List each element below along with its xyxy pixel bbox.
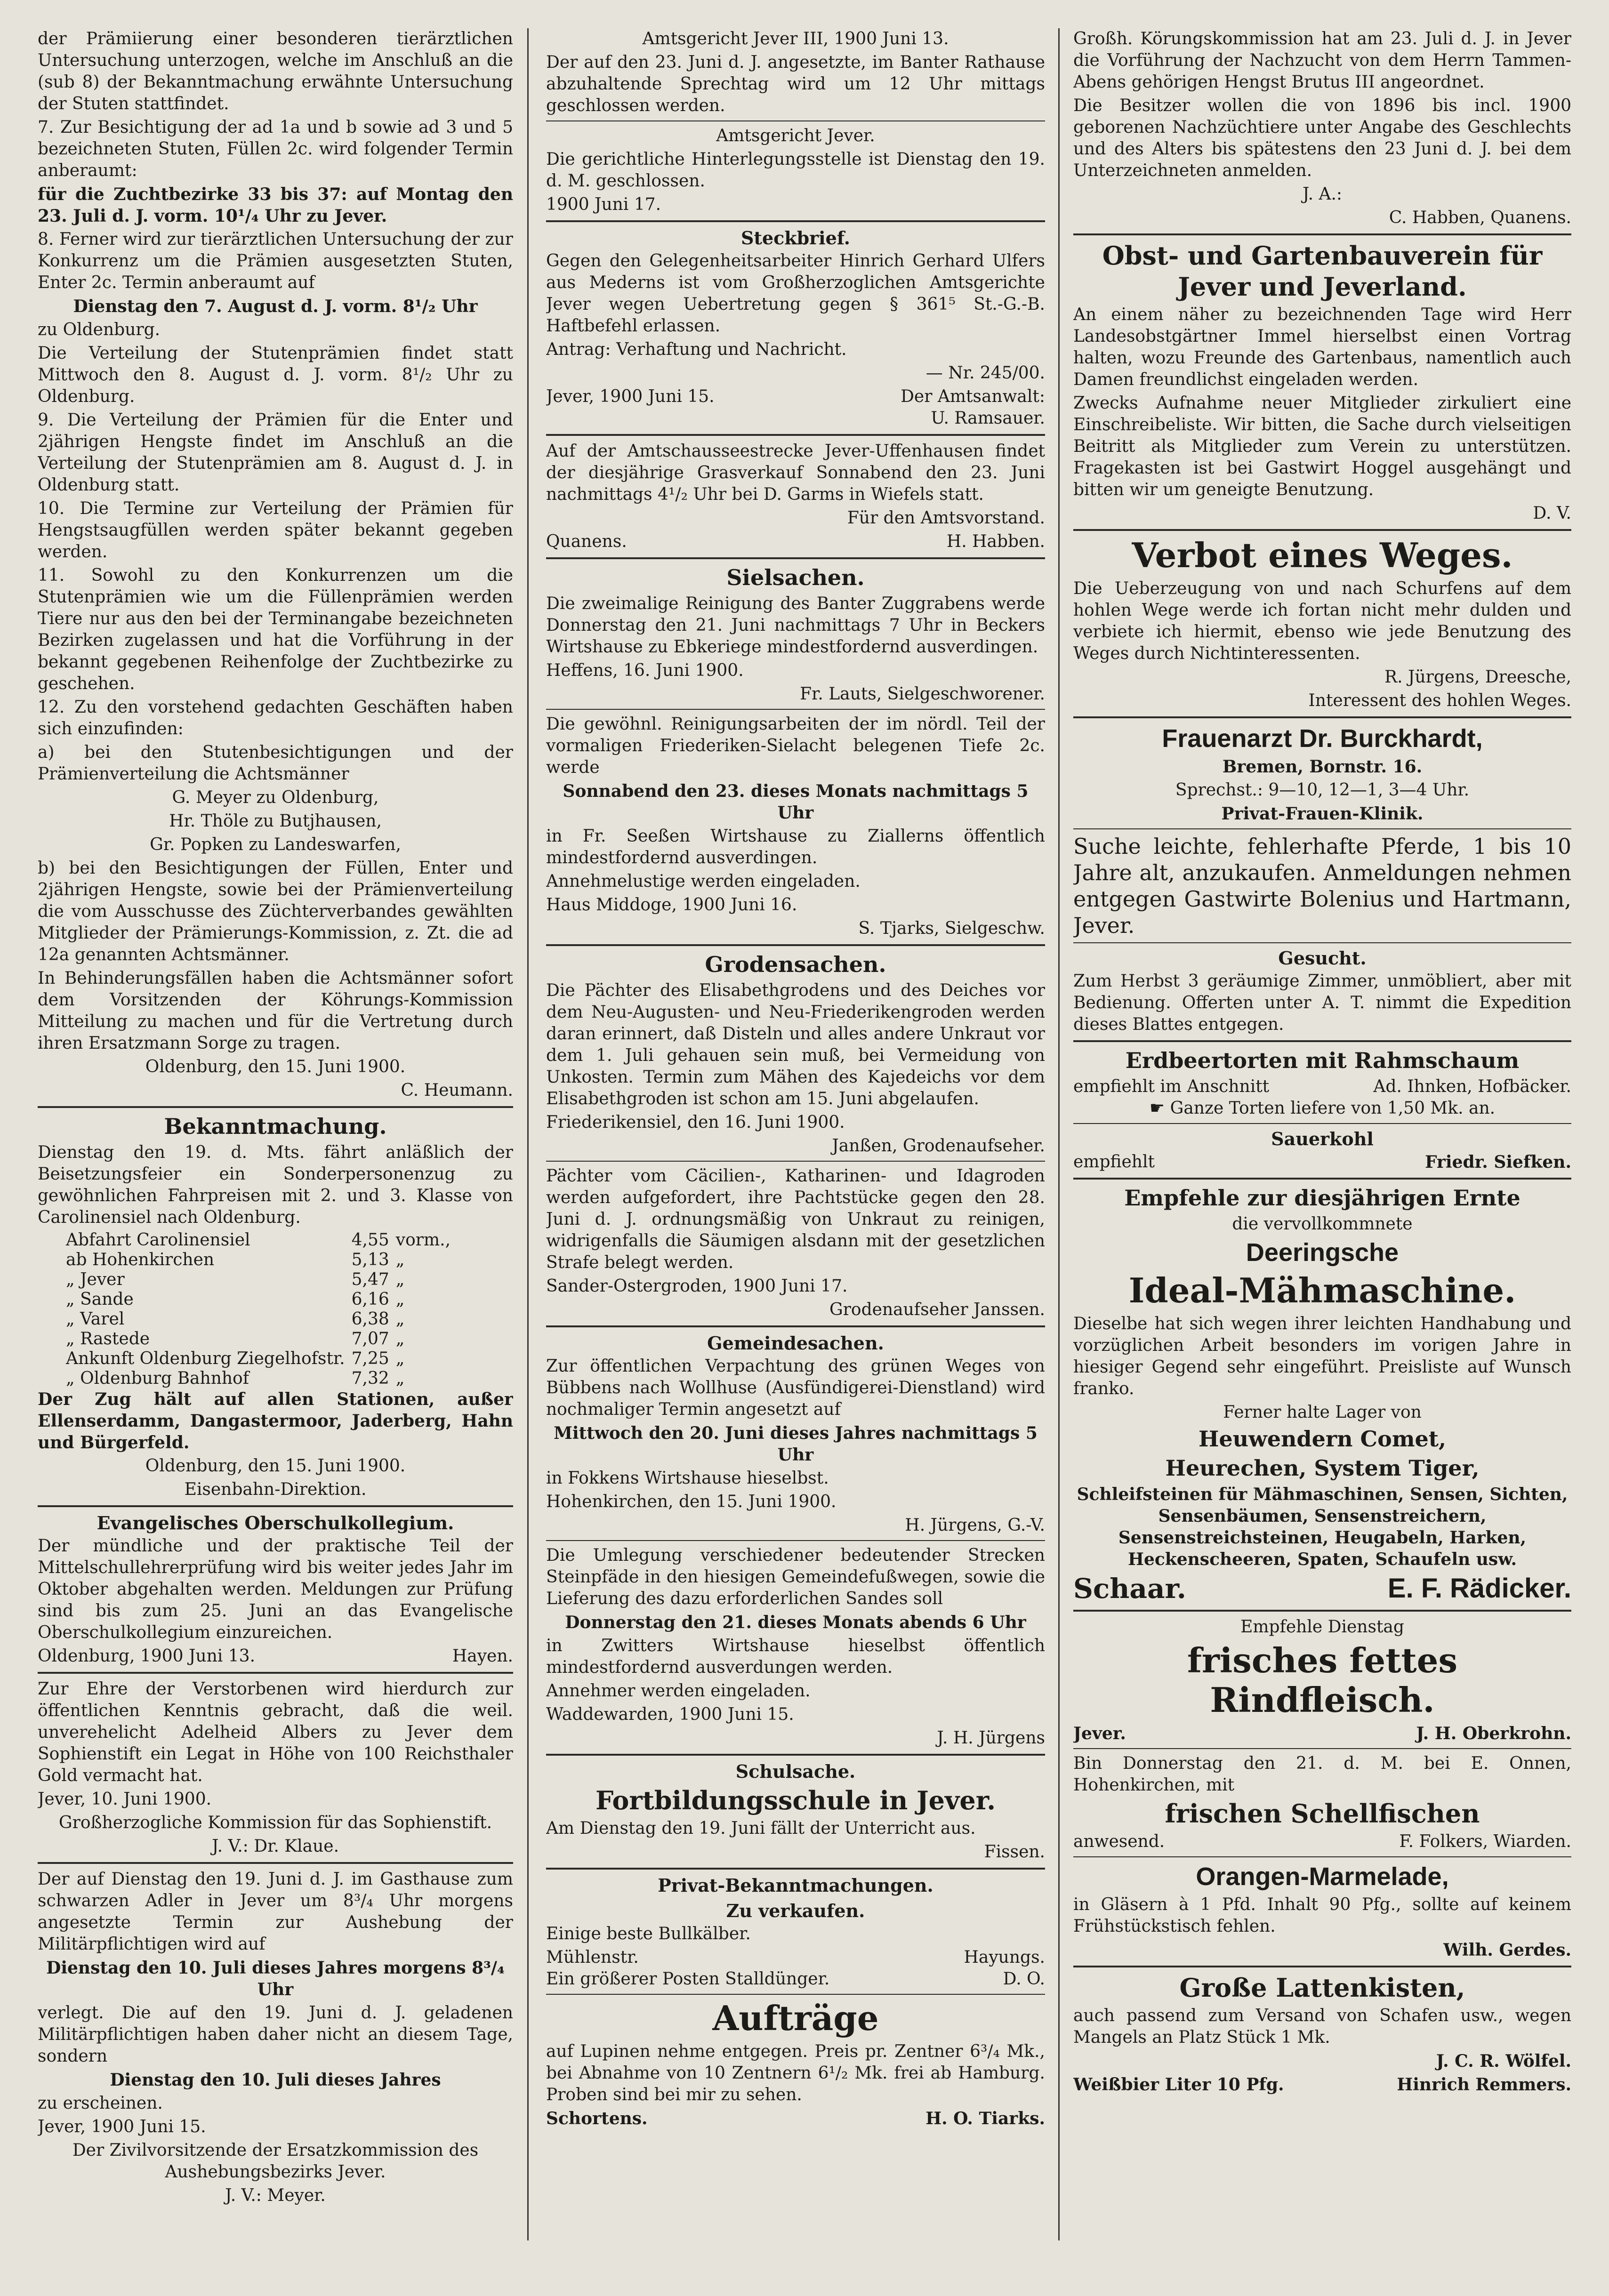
notice-text: Pächter vom Cäcilien-, Katharinen- und Idagroden werden aufgefordert, ihre Pachtstücke gegen den 28. Juni d. J. ordnungsmäßig von Unkraut zu reinigen, widrigenfalls die Säumigen alsdann mit der gesetzlichen Strafe belegt werden.	[546, 1166, 1045, 1272]
divider	[1073, 529, 1571, 531]
notice-text: Zwecks Aufnahme neuer Mitglieder zirkuliert eine Einschreibeliste. Wir bitten, die Sache durch vielseitigen Beitritt als Mitglieder zum Verein zu unterstützen. Fragekasten ist bei Gastwirt Hoggel ausgehängt und bitten wir um geneigte Benutzung.	[1073, 393, 1571, 499]
signature: J. C. R. Wölfel.	[1436, 2051, 1571, 2071]
notice-date: Dienstag den 10. Juli dieses Jahres	[110, 2070, 441, 2090]
divider	[1073, 1966, 1571, 1967]
notice-text: 12. Zu den vorstehend gedachten Geschäften haben sich einzufinden:	[38, 698, 513, 739]
ad-row	[1073, 1076, 1571, 1098]
notice-date: Sonnabend den 23. dieses Monats nachmittags 5 Uhr	[563, 781, 1029, 823]
signature: Der Zivilvorsitzende der Ersatzkommission des Aushebungsbezirks Jever.	[72, 2141, 479, 2182]
column-middle	[546, 28, 1045, 2240]
divider	[546, 1325, 1045, 1327]
notice-text: in Zwitters Wirtshause hieselbst öffentlich mindestfordernd ausverdungen werden.	[546, 1636, 1045, 1677]
notice-text: Zur öffentlichen Verpachtung des grünen Weges von Bübbens nach Wollhuse (Ausfündigerei-Dienstland) wird nochmaliger Termin angesetzt auf	[546, 1357, 1045, 1419]
divider	[38, 1862, 513, 1864]
ad-headline: Empfehle zur diesjährigen Ernte	[1124, 1185, 1521, 1211]
schedule-row	[66, 1309, 457, 1329]
divider	[546, 1754, 1045, 1756]
signature: Der Amtsanwalt:	[901, 387, 1045, 406]
ad-subheading: Zu verkaufen.	[726, 1900, 865, 1921]
notice-text: auf Lupinen nehme entgegen. Preis pr. Zentner 6³/₄ Mk., bei Abnahme von 10 Zentnern 6¹/₂ Mk. frei ab Hamburg. Proben sind bei mir zu sehen.	[546, 2042, 1045, 2104]
place: Quanens.	[546, 532, 627, 551]
notice-text: Der auf Dienstag den 19. Juni d. J. im Gasthause zum schwarzen Adler in Jever um 8³/₄ Uhr morgens angesetzte Termin zur Aushebung der Militärpflichtigen wird auf	[38, 1870, 513, 1954]
ad-headline: Erdbeertorten mit Rahmschaum	[1125, 1048, 1520, 1073]
signature: Hayen.	[452, 1646, 513, 1666]
signature: Für den Amtsvorstand.	[847, 508, 1045, 528]
signature: J. H. Jürgens	[937, 1728, 1045, 1748]
notice-text: Annehmelustige werden eingeladen.	[546, 872, 861, 891]
ad-line: Privat-Frauen-Klinik.	[1221, 804, 1424, 824]
ad-line: Sprechst.: 9—10, 12—1, 3—4 Uhr.	[1175, 780, 1470, 800]
divider	[1073, 1123, 1571, 1124]
ad-headline: Aufträge	[712, 1998, 879, 2038]
note: vorm.,	[395, 1230, 451, 1250]
station: Abfahrt Carolinensiel	[66, 1230, 250, 1250]
schedule-row	[66, 1290, 457, 1309]
ad-headline: frischen Schellfischen	[1165, 1798, 1480, 1829]
notice-date: Sander-Ostergroden, 1900 Juni 17.	[546, 1276, 848, 1296]
signature: J. A.:	[1302, 185, 1343, 204]
schedule-row	[66, 1369, 457, 1389]
time: 7,32	[351, 1369, 389, 1388]
note: „	[395, 1369, 405, 1388]
notice-text: Der auf den 23. Juni d. J. angesetzte, im Banter Rathause abzuhaltende Sprechtag wird um 12 Uhr mittags geschlossen werden.	[546, 53, 1045, 115]
signature: Wilh. Gerdes.	[1443, 1940, 1571, 1960]
ad-row	[546, 1968, 1045, 1990]
notice-text: Ein größerer Posten Stalldünger.	[546, 1969, 830, 1989]
ad-line-text: Ganze Torten liefere von 1,50 Mk. an.	[1170, 1099, 1496, 1118]
divider	[1073, 1748, 1571, 1749]
signature: H. O. Tiarks.	[925, 2109, 1045, 2128]
notice-text: Die zweimalige Reinigung des Banter Zuggrabens werde Donnerstag den 21. Juni nachmittags 7 Uhr in Beckers Wirtshause zu Ebkeriege mindestfordernd ausverdingen.	[546, 594, 1045, 657]
divider	[1073, 942, 1571, 943]
notice-text: Einige beste Bullkälber.	[546, 1924, 751, 1943]
signature: H. Habben.	[946, 532, 1045, 551]
section-heading: Evangelisches Oberschulkollegium.	[97, 1512, 454, 1533]
divider	[546, 557, 1045, 559]
ad-headline: Sauerkohl	[1271, 1128, 1374, 1149]
notice-text: 8. Ferner wird zur tierärztlichen Untersuchung der zur Konkurrenz um die Prämien ausgesetzten Stuten, Enter 2c. Termin anberaumt auf	[38, 230, 513, 292]
divider	[546, 1994, 1045, 1995]
name-line: Hr. Thöle zu Butjhausen,	[169, 811, 382, 831]
notice-text: a) bei den Stutenbesichtigungen und der Prämienverteilung die Achtsmänner	[38, 743, 513, 784]
notice-text: b) bei den Besichtigungen der Füllen, Enter und 2jährigen Hengste, sowie bei der Prämienverteilung die vom Ausschusse des Züchterverbandes gewählten Mitglieder der Prämierungs-Kommission, z. Zt. die ad 12a genannten Achtsmänner.	[38, 859, 513, 964]
ad-headline: Orangen-Marmelade,	[1196, 1862, 1449, 1891]
place: Schortens.	[546, 2109, 648, 2128]
schedule-row	[66, 1349, 457, 1369]
ad-headline: Heuwendern Comet,	[1198, 1426, 1447, 1452]
ad-line: Bremen, Bornstr. 16.	[1222, 757, 1423, 777]
column-left	[38, 28, 513, 2240]
notice-text: Zum Herbst 3 geräumige Zimmer, unmöbliert, aber mit Bedienung. Offerten unter A. T. nimmt die Expedition dieses Blattes entgegen.	[1073, 971, 1571, 1034]
time: 5,47	[351, 1270, 389, 1289]
signature: H. Jürgens, G.-V.	[905, 1516, 1045, 1535]
train-schedule	[66, 1230, 457, 1389]
ad-line: Schleifsteinen für Mähmaschinen, Sensen, Sichten, Sensenbäumen, Sensenstreichern, Sensenstreichsteinen, Heugabeln, Harken, Heckenscheeren, Spaten, Schaufeln usw.	[1077, 1485, 1568, 1569]
notice-date: Dienstag den 10. Juli dieses Jahres morgens 8³/₄ Uhr	[46, 1958, 505, 1999]
ad-line: empfiehlt im Anschnitt	[1073, 1077, 1270, 1096]
place: Jever.	[1073, 1724, 1126, 1743]
ad-row	[1073, 2074, 1571, 2095]
signature: Fissen.	[984, 1842, 1045, 1862]
signature: D. O.	[1003, 1969, 1045, 1989]
note: „	[395, 1290, 405, 1309]
station: „ Jever	[66, 1270, 125, 1289]
notice-text: Dienstag den 19. d. Mts. fährt anläßlich der Beisetzungsfeier ein Sonderpersonenzug zu gewöhnlichen Fahrpreisen mit 2. und 3. Klasse von Carolinensiel nach Oldenburg.	[38, 1143, 513, 1227]
station: „ Varel	[66, 1309, 125, 1329]
ad-headline: Fortbildungsschule in Jever.	[595, 1785, 996, 1815]
divider	[546, 709, 1045, 710]
newspaper-page	[38, 28, 1571, 2269]
section-subheading: Amtsgericht Jever III, 1900 Juni 13.	[642, 29, 949, 48]
section-subheading: Amtsgericht Jever.	[716, 126, 875, 145]
notice-date: Oldenburg, den 15. Juni 1900.	[145, 1057, 406, 1076]
notice-date: Mittwoch den 20. Juni dieses Jahres nachmittags 5 Uhr	[554, 1423, 1038, 1465]
notice-text: der Prämiierung einer besonderen tierärztlichen Untersuchung unterzogen, welche im Anschluß an die (sub 8) der Bekanntmachung erwähnte Untersuchung der Stuten stattfindet.	[38, 29, 513, 113]
notice-text: Die Ueberzeugung von und nach Schurfens auf dem hohlen Wege werde ich fortan nicht mehr dulden und verbiete ich hiermit, ebenso wie jede Benutzung des Weges durch Nichtinteressenten.	[1073, 579, 1571, 663]
ad-headline: Frauenarzt Dr. Burckhardt,	[1162, 724, 1483, 753]
time: 6,16	[351, 1290, 389, 1309]
notice-text: Die gerichtliche Hinterlegungsstelle ist Dienstag den 19. d. M. geschlossen.	[546, 150, 1045, 191]
note: „	[395, 1309, 405, 1329]
ad-row	[1073, 1831, 1571, 1853]
divider	[1073, 1610, 1571, 1612]
name-line: Gr. Popken zu Landeswarfen,	[150, 835, 401, 854]
signature: Grodenaufseher Janssen.	[829, 1300, 1045, 1319]
divider	[38, 1672, 513, 1674]
notice-text: 11. Sowohl zu den Konkurrenzen um die Stutenprämien wie um die Füllenprämien werden Tiere nur aus den bei der Terminangabe bezeichneten Bezirken zugelassen und hat die Vorführung in der bekannt gegebenen Reihenfolge der Zuchtbezirke zu geschehen.	[38, 566, 513, 693]
ad-line: die vervollkommnete	[1232, 1214, 1413, 1234]
section-heading: Gemeindesachen.	[707, 1333, 884, 1354]
notice-text: Die Umlegung verschiedener bedeutender Strecken Steinpfäde in den hiesigen Gemeindefußwegen, sowie die Lieferung des dazu erforderlichen Sandes soll	[546, 1546, 1045, 1608]
divider	[546, 1161, 1045, 1162]
divider	[1073, 1856, 1571, 1857]
date-signature-row	[546, 386, 1045, 408]
notice-text: 9. Die Verteilung der Prämien für die Enter und 2jährigen Hengste findet im Anschluß an die Verteilung der Stutenprämien am 8. August d. J. in Oldenburg statt.	[38, 410, 513, 495]
notice-date: Hohenkirchen, den 15. Juni 1900.	[546, 1492, 837, 1511]
time: 6,38	[351, 1309, 389, 1329]
divider	[546, 220, 1045, 222]
notice-text: Der Zug hält auf allen Stationen, außer Ellenserdamm, Dangastermoor, Jaderberg, Hahn und Bürgerfeld.	[38, 1389, 513, 1453]
notice-text: 10. Die Termine zur Verteilung der Prämien für Hengstsaugfüllen werden später bekannt gegeben werden.	[38, 499, 513, 562]
notice-date: Friederikensiel, den 16. Juni 1900.	[546, 1113, 845, 1132]
notice-text: zu Oldenburg.	[38, 320, 161, 339]
divider	[546, 1540, 1045, 1541]
divider	[546, 944, 1045, 946]
notice-text: 7. Zur Besichtigung der ad 1a und b sowie ad 3 und 5 bezeichneten Stuten, Füllen 2c. wird folgender Termin anberaumt:	[38, 118, 513, 180]
signature: Großherzogliche Kommission für das Sophienstift.	[58, 1813, 492, 1832]
divider	[546, 120, 1045, 121]
notice-text: auch passend zum Versand von Schafen usw., wegen Mangels an Platz Stück 1 Mk.	[1073, 2006, 1571, 2047]
signature: Fr. Lauts, Sielgeschworener.	[800, 684, 1045, 704]
signature: J. H. Oberkrohn.	[1416, 1724, 1571, 1743]
ad-headline: Heurechen, System Tiger,	[1165, 1455, 1480, 1481]
date-signature-row	[38, 1646, 513, 1667]
notice-text: Annehmer werden eingeladen.	[546, 1681, 811, 1701]
section-heading: Schulsache.	[735, 1761, 856, 1782]
notice-text: in Fr. Seeßen Wirtshause zu Ziallerns öffentlich mindestfordernd ausverdingen.	[546, 827, 1045, 867]
signature: Hayungs.	[964, 1948, 1045, 1967]
address: Mühlenstr.	[546, 1948, 639, 1967]
divider	[546, 1868, 1045, 1870]
column-rule	[1058, 28, 1060, 2240]
ad-line: Weißbier Liter 10 Pfg.	[1073, 2075, 1284, 2095]
note: „	[395, 1349, 405, 1368]
notice-text: In Behinderungsfällen haben die Achtsmänner sofort dem Vorsitzenden der Köhrungs-Kommission Mitteilung zu machen und für die Vertretung durch ihren Ersatzmann Sorge zu tragen.	[38, 969, 513, 1053]
column-rule	[527, 28, 529, 2240]
notice-text: Die gewöhnl. Reinigungsarbeiten der im nördl. Teil der vormaligen Friederiken-Sielacht belegenen Tiefe 2c. werde	[546, 714, 1045, 777]
column-right	[1073, 28, 1571, 2240]
schedule-row	[66, 1250, 457, 1270]
section-heading: Bekanntmachung.	[164, 1114, 387, 1139]
notice-text: Am Dienstag den 19. Juni fällt der Unterricht aus.	[546, 1819, 976, 1838]
signature: F. Folkers, Wiarden.	[1399, 1832, 1571, 1851]
pointing-hand-icon: ☛	[1149, 1099, 1170, 1118]
notice-text: Antrag: Verhaftung und Nachricht.	[546, 340, 847, 359]
place: Schaar.	[1073, 1573, 1186, 1605]
notice-text: Auf der Amtschausseestrecke Jever-Uffenhausen findet der diesjährige Grasverkauf Sonnabend den 23. Juni nachmittags 4¹/₂ Uhr bei D. Garms in Wiefels statt.	[546, 442, 1045, 504]
name-line: G. Meyer zu Oldenburg,	[172, 788, 379, 807]
note: „	[395, 1270, 405, 1289]
ad-headline: Obst- und Gartenbauverein für Jever und Jeverland.	[1102, 241, 1543, 302]
station: ab Hohenkirchen	[66, 1250, 215, 1269]
time: 5,13	[351, 1250, 389, 1269]
ad-line	[1073, 1098, 1571, 1119]
notice-text: Die Verteilung der Stutenprämien findet statt Mittwoch den 8. August d. J. vorm. 8¹/₂ Uhr zu Oldenburg.	[38, 344, 513, 406]
signature: R. Jürgens, Dreesche,	[1384, 667, 1571, 687]
section-heading: Steckbrief.	[740, 227, 851, 249]
signature: E. F. Rädicker.	[1387, 1573, 1571, 1604]
signature: U. Ramsauer.	[931, 409, 1045, 428]
notice-text: An einem näher zu bezeichnenden Tage wird Herr Landesobstgärtner Immel hierselbst einen Vortrag halten, wozu Freunde des Gartenbaus, namentlich auch Damen freundlichst eingeladen werden.	[1073, 305, 1571, 389]
time: 7,07	[351, 1329, 389, 1349]
date-signature-row	[546, 531, 1045, 553]
notice-text: Bin Donnerstag den 21. d. M. bei E. Onnen, Hohenkirchen, mit	[1073, 1754, 1571, 1795]
schedule-row	[66, 1230, 457, 1250]
notice-date: Haus Middoge, 1900 Juni 16.	[546, 895, 797, 915]
signature: Friedr. Siefken.	[1425, 1152, 1571, 1172]
time: 4,55	[351, 1230, 389, 1250]
notice-text: Der mündliche und der praktische Teil der Mittelschullehrerprüfung wird bis weiter jedes Jahr im Oktober abgehalten werden. Meldungen zur Prüfung sind bis zum 25. Juni an das Evangelische Oberschulkollegium einzureichen.	[38, 1536, 513, 1642]
divider	[1073, 233, 1571, 235]
section-heading: Sielsachen.	[726, 565, 865, 590]
section-heading: Grodensachen.	[705, 952, 886, 977]
signature: S. Tjarks, Sielgeschw.	[858, 919, 1045, 938]
signature: Interessent des hohlen Weges.	[1308, 691, 1571, 710]
divider	[38, 1505, 513, 1507]
notice-text: zu erscheinen.	[38, 2094, 163, 2113]
notice-text: Die Besitzer wollen die von 1896 bis incl. 1900 geborenen Nachzüchtiere unter Angabe des Geschlechts und des Alters bis spätestens den 23 Juni d. J. bei dem Unterzeichneten anmelden.	[1073, 96, 1571, 180]
notice-date: Dienstag den 7. August d. J. vorm. 8¹/₂ Uhr	[73, 297, 478, 316]
station: „ Oldenburg Bahnhof	[66, 1369, 249, 1388]
notice-date: Waddewarden, 1900 Juni 15.	[546, 1705, 794, 1724]
ad-row	[1073, 1151, 1571, 1173]
station: „ Sande	[66, 1290, 134, 1309]
notice-text: Die Pächter des Elisabethgrodens und des Deiches vor dem Neu-Augusten- und Neu-Friederikengroden werden daran erinnert, daß Disteln und alles andere Unkraut vor dem 1. Juli gehauen sein muß, bei Vermeidung von Unkosten. Termin zum Mähen des Kajedeichs vor dem Elisabethgroden ist schon am 15. Juni abgelaufen.	[546, 981, 1045, 1108]
ad-line: Empfehle Dienstag	[1240, 1617, 1404, 1637]
signature: Eisenbahn-Direktion.	[184, 1480, 367, 1499]
station: „ Rastede	[66, 1329, 150, 1349]
ad-headline: Große Lattenkisten,	[1179, 1973, 1465, 2003]
ad-row	[1073, 1723, 1571, 1744]
notice-text: Suche leichte, fehlerhafte Pferde, 1 bis 10 Jahre alt, anzukaufen. Anmeldungen nehmen entgegen Gastwirte Bolenius und Hartmann, Jever.	[1073, 834, 1571, 938]
ad-line: Ferner halte Lager von	[1223, 1403, 1422, 1422]
signature: D. V.	[1533, 504, 1571, 523]
notice-date: Oldenburg, 1900 Juni 13.	[38, 1646, 256, 1666]
divider	[1073, 716, 1571, 718]
notice-date: 1900 Juni 17.	[546, 195, 661, 214]
time: 7,25	[351, 1349, 389, 1368]
ad-line: empfiehlt	[1073, 1152, 1155, 1172]
divider	[1073, 1040, 1571, 1042]
section-heading: Privat-Bekanntmachungen.	[658, 1875, 933, 1896]
signature: J. V.: Meyer.	[225, 2186, 326, 2205]
notice-date: für die Zuchtbezirke 33 bis 37: auf Montag den 23. Juli d. J. vorm. 10¹/₄ Uhr zu Jever.	[38, 185, 513, 226]
ad-subheading: Gesucht.	[1278, 947, 1367, 969]
notice-text: in Gläsern à 1 Pfd. Inhalt 90 Pfg., sollte auf keinem Frühstückstisch fehlen.	[1073, 1895, 1571, 1936]
signature: C. Heumann.	[401, 1081, 513, 1100]
notice-text: Großh. Körungskommission hat am 23. Juli d. J. in Jever die Vorführung der Nachzucht von dem Herrn Tammen-Abens gehörigen Hengst Brutus III angeordnet.	[1073, 29, 1571, 92]
schedule-row	[66, 1329, 457, 1349]
signature: Ad. Ihnken, Hofbäcker.	[1373, 1077, 1571, 1096]
notice-date: Jever, 1900 Juni 15.	[38, 2117, 206, 2136]
ad-row	[546, 2108, 1045, 2129]
schedule-row	[66, 1270, 457, 1290]
notice-text: Zur Ehre der Verstorbenen wird hierdurch zur öffentlichen Kenntnis gebracht, daß die weil. unverehelicht Adelheid Albers zu Jever dem Sophienstift ein Legat in Höhe von 100 Reichsthaler Gold vermacht hat.	[38, 1679, 513, 1785]
notice-date: Jever, 10. Juni 1900.	[38, 1790, 212, 1809]
notice-date: Donnerstag den 21. dieses Monats abends 6 Uhr	[565, 1613, 1026, 1632]
ad-headline: Ideal-Mähmaschine.	[1128, 1270, 1516, 1310]
ad-row	[546, 1947, 1045, 1968]
notice-text: in Fokkens Wirtshause hieselbst.	[546, 1469, 829, 1488]
notice-text: Dieselbe hat sich wegen ihrer leichten Handhabung und vorzüglichen Arbeit besonders im vorigen Jahre in hiesiger Gegend sehr eingeführt. Preisliste auf Wunsch franko.	[1073, 1314, 1571, 1398]
ad-headline: Verbot eines Weges.	[1132, 535, 1513, 575]
signature: C. Habben, Quanens.	[1389, 208, 1571, 227]
notice-text: Gegen den Gelegenheitsarbeiter Hinrich Gerhard Ulfers aus Mederns ist vom Großherzoglichen Amtsgerichte Jever wegen Uebertretung gegen § 361⁵ St.-G.-B. Haftbefehl erlassen.	[546, 251, 1045, 336]
notice-date: Heffens, 16. Juni 1900.	[546, 661, 744, 680]
ad-headline: frisches fettes Rindfleisch.	[1187, 1640, 1458, 1720]
divider	[38, 1106, 513, 1108]
ad-line: anwesend.	[1073, 1832, 1165, 1851]
notice-text: verlegt. Die auf den 19. Juni d. J. geladenen Militärpflichtigen haben daher nicht an diesem Tage, sondern	[38, 2003, 513, 2066]
signature: Janßen, Grodenaufseher.	[832, 1136, 1045, 1156]
station: Ankunft Oldenburg Ziegelhofstr.	[66, 1349, 345, 1368]
signature: J. V.: Dr. Klaue.	[211, 1837, 339, 1856]
divider	[546, 434, 1045, 436]
divider	[1073, 1178, 1571, 1180]
divider	[1073, 828, 1571, 829]
signature: Hinrich Remmers.	[1397, 2075, 1571, 2095]
ad-row	[1073, 1572, 1571, 1605]
notice-date: Oldenburg, den 15. Juni 1900.	[145, 1456, 406, 1476]
note: „	[395, 1250, 405, 1269]
reference-number: — Nr. 245/00.	[925, 363, 1045, 383]
notice-date: Jever, 1900 Juni 15.	[546, 387, 715, 406]
note: „	[395, 1329, 405, 1349]
ad-headline: Deeringsche	[1246, 1238, 1399, 1267]
